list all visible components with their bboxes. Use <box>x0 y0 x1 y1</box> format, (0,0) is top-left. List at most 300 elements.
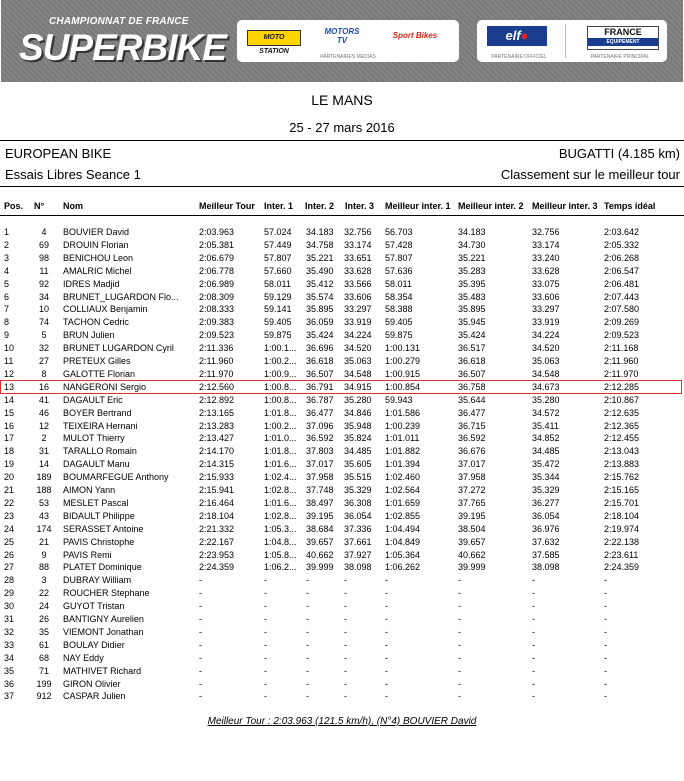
cell-best-inter1: 1:02.855 <box>385 510 421 521</box>
table-row <box>1 291 681 303</box>
cell-num: 34 <box>38 291 49 302</box>
table-row <box>1 600 681 612</box>
table-row <box>1 652 681 664</box>
media-partners-caption: PARTENAIRES MÉDIAS <box>320 54 376 60</box>
cell-inter1: 57.449 <box>264 239 292 250</box>
cell-best-inter1: 1:01.011 <box>385 433 420 444</box>
cell-best-inter3: 34.548 <box>532 368 560 379</box>
cell-ideal-time: 2:03.642 <box>604 227 640 237</box>
cell-pos: 37 <box>4 691 15 702</box>
cell-best-inter2: 35.945 <box>458 317 486 328</box>
cell-num: 88 <box>38 562 49 573</box>
cell-best-inter1: 59.875 <box>385 330 413 341</box>
table-row <box>1 303 681 315</box>
cell-inter2: 38.684 <box>306 523 334 534</box>
cell-name: BOULAY Didier <box>63 639 125 650</box>
cell-pos: 21 <box>4 485 15 495</box>
cell-num: 68 <box>38 652 49 663</box>
divider-top <box>0 140 684 141</box>
cell-inter1: 1:04.8... <box>264 536 297 547</box>
cell-best-lap: - <box>199 601 202 612</box>
cell-inter3: 34.846 <box>344 407 372 418</box>
cell-num: 188 <box>36 485 52 495</box>
cell-best-inter1: 58.011 <box>385 278 412 289</box>
cell-name: BRUNET_LUGARDON Flo... <box>63 291 179 302</box>
cell-best-inter1: - <box>385 665 388 676</box>
cell-best-lap: - <box>199 678 202 689</box>
col-header-inter1: Inter. 1 <box>264 201 294 211</box>
motors-tv-logo: MOTORS TV <box>324 27 360 45</box>
cell-inter1: 59.875 <box>264 330 292 341</box>
cell-ideal-time: 2:13.883 <box>604 459 640 470</box>
cell-num: 31 <box>38 446 49 457</box>
cell-inter3: - <box>344 652 347 663</box>
cell-ideal-time: 2:15.762 <box>604 472 640 483</box>
table-row <box>1 278 681 290</box>
col-header-best-inter1: Meilleur inter. 1 <box>385 201 451 211</box>
france-equipement-logo-top: FRANCE <box>604 27 642 37</box>
cell-inter1: 1:01.8... <box>264 407 297 418</box>
cell-best-inter2: - <box>458 626 461 637</box>
cell-best-inter1: - <box>385 678 388 689</box>
cell-best-inter3: 33.075 <box>532 278 560 289</box>
elf-logo-mark: ● <box>520 28 529 43</box>
cell-best-inter3: 33.240 <box>532 252 560 263</box>
table-row <box>1 497 681 509</box>
cell-best-inter2: 34.183 <box>458 227 486 237</box>
cell-best-inter3: 34.852 <box>532 433 560 444</box>
cell-pos: 7 <box>4 304 10 315</box>
cell-name: COLLIAUX Benjamin <box>63 304 148 315</box>
cell-num: 46 <box>38 407 49 418</box>
cell-pos: 14 <box>4 394 15 405</box>
cell-best-inter2: 35.283 <box>458 265 486 276</box>
cell-num: 21 <box>38 536 49 547</box>
cell-inter1: 59.405 <box>264 317 292 328</box>
cell-best-lap: 2:05.381 <box>199 239 235 250</box>
cell-inter1: 1:01.0... <box>264 433 297 444</box>
cell-inter3: - <box>344 665 347 676</box>
cell-pos: 35 <box>4 665 15 676</box>
cell-best-inter2: 37.272 <box>458 485 486 495</box>
cell-best-inter3: 34.572 <box>532 407 560 418</box>
cell-best-inter2: - <box>458 575 461 586</box>
cell-best-lap: - <box>199 639 202 650</box>
cell-inter3: 33.297 <box>344 304 372 315</box>
cell-inter1: - <box>264 665 267 676</box>
cell-num: 32 <box>38 343 49 354</box>
cell-best-inter1: 57.807 <box>385 252 413 263</box>
cell-inter1: 1:00.8... <box>264 381 297 392</box>
cell-inter1: - <box>264 626 267 637</box>
cell-inter3: - <box>344 588 347 599</box>
cell-best-inter1: - <box>385 691 388 702</box>
cell-best-inter2: 39.657 <box>458 536 486 547</box>
cell-pos: 19 <box>4 459 15 470</box>
cell-best-inter1: 1:00.854 <box>385 381 421 392</box>
table-row <box>1 458 681 470</box>
col-header-inter2: Inter. 2 <box>305 201 335 211</box>
cell-ideal-time: 2:11.168 <box>604 343 639 354</box>
cell-best-inter1: 58.388 <box>385 304 413 315</box>
cell-name: CASPAR Julien <box>63 691 126 702</box>
cell-best-lap: 2:08.309 <box>199 291 235 302</box>
table-row <box>1 574 681 586</box>
col-header-pos: Pos. <box>4 201 24 211</box>
cell-inter3: - <box>344 614 347 624</box>
cell-inter2: 37.748 <box>306 485 334 495</box>
cell-best-inter3: 33.628 <box>532 265 560 276</box>
cell-best-inter3: 34.224 <box>532 330 560 341</box>
cell-best-inter2: 37.017 <box>458 459 486 470</box>
cell-name: BOUMARFEGUE Anthony <box>63 472 169 483</box>
cell-inter2: 36.696 <box>306 343 334 354</box>
cell-best-inter3: 37.585 <box>532 549 560 560</box>
cell-num: 41 <box>38 394 49 405</box>
cell-ideal-time: - <box>604 639 607 650</box>
cell-inter2: - <box>306 575 309 586</box>
cell-inter2: 36.787 <box>306 394 334 405</box>
cell-best-inter3: 35.411 <box>532 420 559 431</box>
cell-name: MATHIVET Richard <box>63 665 142 676</box>
cell-best-lap: 2:06.679 <box>199 252 235 263</box>
cell-inter3: - <box>344 691 347 702</box>
cell-inter2: 36.507 <box>306 368 334 379</box>
cell-name: DROUIN Florian <box>63 239 129 250</box>
cell-best-inter2: 36.517 <box>458 343 486 354</box>
cell-inter2: 36.477 <box>306 407 334 418</box>
cell-pos: 5 <box>4 278 10 289</box>
cell-name: MULOT Thierry <box>63 433 125 444</box>
cell-inter1: 1:06.2... <box>264 562 297 573</box>
cell-name: TACHON Cedric <box>63 317 129 328</box>
col-header-best-inter3: Meilleur inter. 3 <box>532 201 598 211</box>
event-dates: 25 - 27 mars 2016 <box>289 120 395 135</box>
col-header-best-lap: Meilleur Tour <box>199 201 255 211</box>
cell-inter1: 59.141 <box>264 304 292 315</box>
cell-name: GALOTTE Florian <box>63 368 136 379</box>
cell-inter3: 35.515 <box>344 472 372 483</box>
cell-pos: 17 <box>4 433 15 444</box>
cell-inter1: 57.024 <box>264 227 292 237</box>
cell-best-lap: 2:08.333 <box>199 304 235 315</box>
cell-best-inter1: - <box>385 614 388 624</box>
partners-box <box>477 20 667 62</box>
cell-best-inter2: 35.895 <box>458 304 486 315</box>
cell-pos: 1 <box>4 227 10 237</box>
cell-inter2: - <box>306 588 309 599</box>
table-row <box>1 226 681 238</box>
cell-best-inter1: 1:04.849 <box>385 536 421 547</box>
table-row <box>1 639 681 651</box>
cell-inter1: 57.807 <box>264 252 292 263</box>
cell-inter2: 36.618 <box>306 356 334 366</box>
cell-pos: 24 <box>4 523 15 534</box>
cell-num: 199 <box>36 678 52 689</box>
cell-inter1: - <box>264 588 267 599</box>
table-row <box>1 626 681 638</box>
cell-num: 12 <box>38 420 49 431</box>
cell-num: 74 <box>38 317 49 328</box>
cell-inter2: - <box>306 614 309 624</box>
cell-best-inter3: 34.485 <box>532 446 560 457</box>
cell-inter3: - <box>344 575 347 586</box>
cell-inter2: 39.999 <box>306 562 334 573</box>
cell-name: BOUVIER David <box>63 227 130 237</box>
cell-inter1: 1:00.9... <box>264 368 297 379</box>
cell-inter3: 38.098 <box>344 562 372 573</box>
cell-pos: 18 <box>4 446 15 457</box>
cell-inter1: 58.011 <box>264 278 291 289</box>
cell-num: 912 <box>36 691 52 702</box>
cell-num: 61 <box>38 639 49 650</box>
cell-inter1: 1:02.8... <box>264 485 297 495</box>
cell-best-lap: 2:06.989 <box>199 278 235 289</box>
cell-inter3: 33.651 <box>344 252 372 263</box>
cell-pos: 27 <box>4 562 15 573</box>
cell-name: DAGAULT Manu <box>63 459 130 470</box>
cell-best-inter2: - <box>458 652 461 663</box>
session-ranking-basis: Classement sur le meilleur tour <box>500 167 680 182</box>
cell-ideal-time: 2:06.268 <box>604 252 640 263</box>
cell-best-inter2: - <box>458 639 461 650</box>
cell-num: 71 <box>38 665 49 676</box>
cell-best-inter3: 36.277 <box>532 497 560 508</box>
cell-best-inter1: 1:00.239 <box>385 420 421 431</box>
cell-best-inter1: 1:01.394 <box>385 459 421 470</box>
cell-best-inter1: 1:01.882 <box>385 446 421 457</box>
cell-best-inter1: - <box>385 652 388 663</box>
cell-best-inter1: 1:04.494 <box>385 523 421 534</box>
cell-inter1: 1:01.6... <box>264 459 297 470</box>
cell-best-inter2: 35.395 <box>458 278 486 289</box>
table-row <box>1 471 681 483</box>
cell-name: AIMON Yann <box>63 485 116 495</box>
table-row <box>1 678 681 690</box>
table-row <box>1 432 681 444</box>
cell-best-inter2: 35.221 <box>458 252 486 263</box>
cell-num: 24 <box>38 601 49 612</box>
cell-best-lap: 2:22.167 <box>199 536 235 547</box>
cell-pos: 34 <box>4 652 15 663</box>
cell-ideal-time: - <box>604 601 607 612</box>
cell-num: 14 <box>38 459 49 470</box>
cell-inter3: 37.927 <box>344 549 372 560</box>
cell-best-inter2: 36.477 <box>458 407 486 418</box>
cell-ideal-time: - <box>604 588 607 599</box>
cell-inter3: - <box>344 678 347 689</box>
cell-best-lap: 2:14.170 <box>199 446 235 457</box>
cell-best-lap: 2:11.960 <box>199 356 234 366</box>
cell-num: 22 <box>38 588 49 599</box>
cell-inter2: 38.497 <box>306 497 334 508</box>
cell-inter2: 37.096 <box>306 420 334 431</box>
cell-best-inter1: - <box>385 601 388 612</box>
cell-ideal-time: 2:24.359 <box>604 562 640 573</box>
table-row <box>1 665 681 677</box>
cell-ideal-time: 2:23.611 <box>604 549 639 560</box>
cell-name: GUYOT Tristan <box>63 601 125 612</box>
cell-pos: 25 <box>4 536 15 547</box>
cell-ideal-time: 2:06.481 <box>604 278 640 289</box>
cell-ideal-time: 2:05.332 <box>604 239 640 250</box>
cell-ideal-time: - <box>604 614 607 624</box>
elf-logo-text: elf <box>505 28 521 43</box>
cell-best-inter2: 37.958 <box>458 472 486 483</box>
cell-best-inter3: - <box>532 626 535 637</box>
cell-pos: 23 <box>4 510 15 521</box>
cell-best-inter1: 59.405 <box>385 317 413 328</box>
cell-num: 43 <box>38 510 49 521</box>
cell-best-lap: 2:18.104 <box>199 510 235 521</box>
table-row <box>1 523 681 535</box>
cell-best-lap: 2:21.332 <box>199 523 235 534</box>
cell-best-lap: 2:23.953 <box>199 549 235 560</box>
cell-inter2: 37.017 <box>306 459 334 470</box>
cell-ideal-time: 2:15.165 <box>604 485 640 495</box>
cell-pos: 36 <box>4 678 15 689</box>
cell-pos: 30 <box>4 601 15 612</box>
championship-line: CHAMPIONNAT DE FRANCE <box>49 16 189 27</box>
cell-best-inter3: 35.280 <box>532 394 560 405</box>
cell-ideal-time: - <box>604 652 607 663</box>
cell-name: BOYER Bertrand <box>63 407 132 418</box>
elf-logo <box>487 26 547 46</box>
cell-pos: 33 <box>4 639 15 650</box>
cell-inter1: 1:02.4... <box>264 472 297 483</box>
cell-inter2: 35.574 <box>306 291 334 302</box>
cell-best-inter3: - <box>532 601 535 612</box>
cell-best-inter3: 33.919 <box>532 317 560 328</box>
partner-divider <box>565 24 566 58</box>
cell-best-inter2: - <box>458 678 461 689</box>
cell-inter3: - <box>344 601 347 612</box>
cell-inter3: 34.548 <box>344 368 372 379</box>
cell-best-inter1: - <box>385 626 388 637</box>
cell-name: IDRES Madjid <box>63 278 120 289</box>
cell-pos: 11 <box>4 356 14 366</box>
cell-ideal-time: 2:22.138 <box>604 536 640 547</box>
cell-ideal-time: - <box>604 575 607 586</box>
cell-best-lap: 2:15.941 <box>199 485 235 495</box>
cell-num: 3 <box>41 575 47 586</box>
cell-pos: 16 <box>4 420 15 431</box>
cell-num: 2 <box>41 433 47 444</box>
cell-inter3: 35.948 <box>344 420 372 431</box>
cell-best-inter1: 1:02.460 <box>385 472 421 483</box>
cell-num: 69 <box>38 239 49 250</box>
cell-inter1: 1:00.8... <box>264 394 297 405</box>
cell-inter3: 34.520 <box>344 343 372 354</box>
cell-best-inter2: 37.765 <box>458 497 486 508</box>
cell-inter1: - <box>264 575 267 586</box>
main-partner-caption: PARTENAIRE PRINCIPAL <box>590 54 650 60</box>
cell-ideal-time: 2:07.580 <box>604 304 640 315</box>
cell-best-inter2: - <box>458 614 461 624</box>
table-row <box>1 239 681 251</box>
cell-ideal-time: 2:11.970 <box>604 368 639 379</box>
cell-inter3: 37.336 <box>344 523 372 534</box>
cell-name: PRETEUX Gilles <box>63 356 131 366</box>
cell-name: BANTIGNY Aurelien <box>63 614 144 624</box>
cell-best-inter3: 36.976 <box>532 523 560 534</box>
cell-ideal-time: 2:12.285 <box>604 381 640 392</box>
sport-bikes-logo: Sport Bikes <box>392 31 438 40</box>
cell-name: BIDAULT Philippe <box>63 510 135 521</box>
media-partners-box <box>237 20 459 62</box>
cell-ideal-time: - <box>604 691 607 702</box>
cell-inter3: 35.280 <box>344 394 372 405</box>
cell-pos: 4 <box>4 265 10 276</box>
cell-best-inter2: - <box>458 691 461 702</box>
cell-best-lap: 2:12.892 <box>199 394 235 405</box>
cell-best-inter1: 58.354 <box>385 291 413 302</box>
cell-best-lap: - <box>199 626 202 637</box>
cell-best-lap: - <box>199 588 202 599</box>
cell-num: 26 <box>38 614 49 624</box>
cell-best-inter1: 1:06.262 <box>385 562 421 573</box>
cell-name: MESLET Pascal <box>63 497 129 508</box>
cell-num: 53 <box>38 497 49 508</box>
cell-best-inter1: 57.428 <box>385 239 413 250</box>
cell-inter3: 35.605 <box>344 459 372 470</box>
cell-best-lap: - <box>199 614 202 624</box>
cell-best-inter3: 33.606 <box>532 291 560 302</box>
cell-pos: 31 <box>4 614 15 624</box>
cell-inter2: 35.424 <box>306 330 334 341</box>
cell-inter3: 33.566 <box>344 278 372 289</box>
cell-inter2: 40.662 <box>306 549 334 560</box>
cell-name: DAGAULT Eric <box>63 394 123 405</box>
cell-inter1: 1:05.8... <box>264 549 297 560</box>
cell-pos: 13 <box>4 381 15 392</box>
cell-best-inter2: 35.424 <box>458 330 486 341</box>
cell-best-inter2: 40.662 <box>458 549 486 560</box>
cell-inter3: 35.063 <box>344 356 372 366</box>
cell-best-inter3: - <box>532 614 535 624</box>
table-row <box>1 587 681 599</box>
cell-best-inter3: - <box>532 588 535 599</box>
cell-best-inter2: 36.618 <box>458 356 486 366</box>
cell-inter2: - <box>306 626 309 637</box>
session-circuit: BUGATTI (4.185 km) <box>558 146 680 161</box>
cell-inter1: 59.129 <box>264 291 292 302</box>
cell-best-lap: 2:14.315 <box>199 459 235 470</box>
cell-best-inter1: 59.943 <box>385 394 413 405</box>
cell-best-inter3: 38.098 <box>532 562 560 573</box>
table-row <box>1 484 681 496</box>
cell-ideal-time: 2:09.269 <box>604 317 640 328</box>
cell-name: DUBRAY William <box>63 575 132 586</box>
cell-best-inter1: 1:01.659 <box>385 497 421 508</box>
cell-ideal-time: 2:12.365 <box>604 420 640 431</box>
cell-inter3: 34.485 <box>344 446 372 457</box>
cell-inter2: - <box>306 601 309 612</box>
cell-num: 98 <box>38 252 49 263</box>
cell-pos: 20 <box>4 472 15 483</box>
header-banner <box>1 0 683 82</box>
cell-best-lap: - <box>199 652 202 663</box>
cell-inter3: 32.756 <box>344 227 372 237</box>
cell-pos: 32 <box>4 626 15 637</box>
cell-best-inter3: - <box>532 665 535 676</box>
cell-name: TEIXEIRA Hernani <box>63 420 138 431</box>
cell-best-inter3: 35.344 <box>532 472 560 483</box>
cell-best-inter1: 57.636 <box>385 265 413 276</box>
cell-best-lap: 2:09.523 <box>199 330 235 341</box>
cell-num: 92 <box>38 278 49 289</box>
table-row <box>1 613 681 625</box>
